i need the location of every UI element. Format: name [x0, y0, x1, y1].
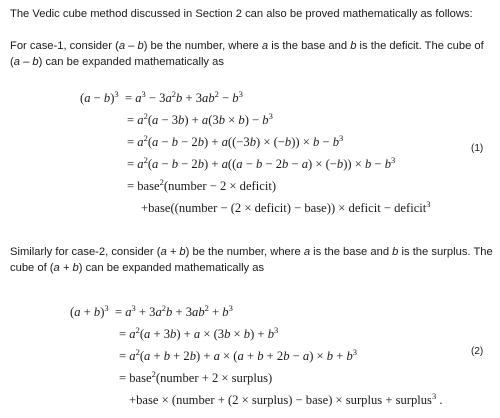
- equation-2-number: (2): [471, 346, 484, 357]
- case2-paragraph: Similarly for case-2, consider (a + b) be the number, where a is the base and b is the surplus. The cube of (a + b) can be expanded mathematically as: [10, 246, 493, 274]
- eq2-line-5: +base × (number + (2 × surplus) − base) × surplus + surplus$^3$ .: [129, 391, 443, 407]
- case1-paragraph: For case-1, consider (a – b) be the number, where a is the base and b is the deficit. The cube of (a – b) can be expanded mathematically as: [10, 40, 484, 68]
- eq1-line-1: $(a - b)^3 = a^3 - 3a^2b + 3ab^2 - b^3$: [80, 89, 243, 105]
- eq2-line-2: = $a^2(a + 3b) + a \times (3b \times b) + b^3$: [119, 325, 279, 341]
- eq1-line-2: = $a^2(a - 3b) + a(3b \times b) - b^3$: [127, 111, 273, 127]
- eq1-line-4: = $a^2(a - b - 2b) + a((a - b - 2b - a) \times (-b)) \times b - b^3$: [127, 155, 396, 171]
- eq2-line-3: = $a^2(a + b + 2b) + a \times (a + b + 2b - a) \times b + b^3$: [119, 347, 358, 363]
- eq1-line-5: = base$^2$(number − 2 × deficit): [127, 177, 277, 193]
- eq1-line-3: = $a^2(a - b - 2b) + a((-3b) \times (-b)) \times b - b^3$: [127, 133, 344, 149]
- eq2-line-1: $(a + b)^3 = a^3 + 3a^2b + 3ab^2 + b^3$: [70, 303, 233, 319]
- eq1-line-6: +base((number − (2 × deficit) − base)) × deficit − deficit$^3$: [141, 199, 431, 215]
- eq2-line-4: = base$^2$(number + 2 × surplus): [119, 369, 273, 385]
- equation-1-number: (1): [471, 143, 484, 154]
- intro-paragraph: The Vedic cube method discussed in Section 2 can also be proved mathematically as follows:: [10, 8, 473, 20]
